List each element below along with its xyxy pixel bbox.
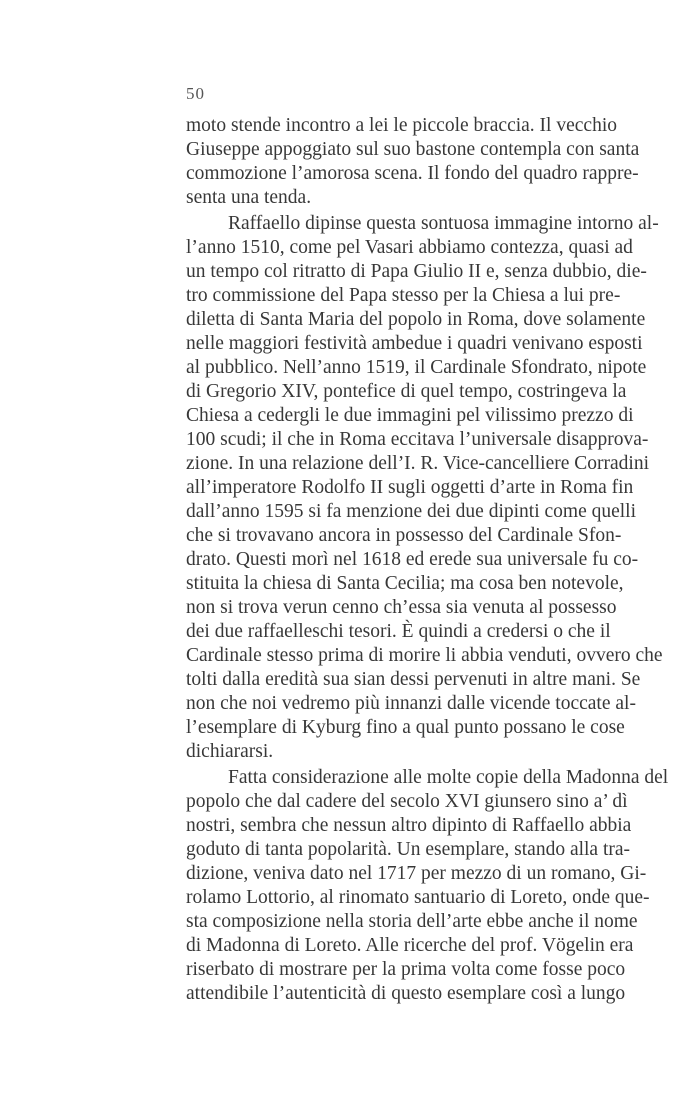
text-line: dichiararsi. (186, 741, 274, 762)
paragraph-start-line: Raffaello dipinse questa sontuosa immagine intorno al- (228, 213, 659, 234)
text-line: tro commissione del Papa stesso per la Chiesa a lui pre- (186, 285, 621, 306)
text-line: dei due raffaelleschi tesori. È quindi a credersi o che il (186, 621, 611, 642)
text-line: di Gregorio XIV, pontefice di quel tempo, costringeva la (186, 381, 627, 402)
paragraph-start-line: Fatta considerazione alle molte copie della Madonna del (228, 767, 669, 788)
text-line: riserbato di mostrare per la prima volta come fosse poco (186, 959, 626, 980)
text-line: rolamo Lottorio, al rinomato santuario di Loreto, onde que- (186, 887, 650, 908)
text-line: nostri, sembra che nessun altro dipinto di Raffaello abbia (186, 815, 632, 836)
text-line: tolti dalla eredità sua sian dessi pervenuti in altre mani. Se (186, 669, 641, 690)
text-line: Giuseppe appoggiato sul suo bastone contempla con santa (186, 139, 640, 160)
text-line: non che noi vedremo più innanzi dalle vicende toccate al- (186, 693, 636, 714)
text-line: diletta di Santa Maria del popolo in Roma, dove solamente (186, 309, 646, 330)
text-line: l’esemplare di Kyburg fino a qual punto possano le cose (186, 717, 625, 738)
text-line: senta una tenda. (186, 187, 312, 208)
page-number: 50 (186, 84, 205, 103)
text-line: drato. Questi morì nel 1618 ed erede sua universale fu co- (186, 549, 639, 570)
text-line: sta composizione nella storia dell’arte ebbe anche il nome (186, 911, 638, 932)
text-line: commozione l’amorosa scena. Il fondo del quadro rappre- (186, 163, 639, 184)
text-line: dall’anno 1595 si fa menzione dei due dipinti come quelli (186, 501, 637, 522)
text-line: all’imperatore Rodolfo II sugli oggetti d’arte in Roma fin (186, 477, 634, 498)
text-line: goduto di tanta popolarità. Un esemplare, stando alla tra- (186, 839, 631, 860)
text-line: zione. In una relazione dell’I. R. Vice-cancelliere Corradini (186, 453, 650, 474)
text-line: Chiesa a cedergli le due immagini pel vilissimo prezzo di (186, 405, 634, 426)
text-line: dizione, veniva dato nel 1717 per mezzo di un romano, Gi- (186, 863, 647, 884)
text-line: 100 scudi; il che in Roma eccitava l’universale disapprova- (186, 429, 649, 450)
text-line: stituita la chiesa di Santa Cecilia; ma cosa ben notevole, (186, 573, 624, 594)
text-line: non si trova verun cenno ch’essa sia venuta al possesso (186, 597, 617, 618)
text-line: Cardinale stesso prima di morire li abbia venduti, ovvero che (186, 645, 663, 666)
text-line: di Madonna di Loreto. Alle ricerche del prof. Vögelin era (186, 935, 634, 956)
text-line: un tempo col ritratto di Papa Giulio II e, senza dubbio, die- (186, 261, 647, 282)
text-line: moto stende incontro a lei le piccole braccia. Il vecchio (186, 115, 617, 136)
text-line: nelle maggiori festività ambedue i quadri venivano esposti (186, 333, 643, 354)
text-line: l’anno 1510, come pel Vasari abbiamo contezza, quasi ad (186, 237, 633, 258)
text-line: popolo che dal cadere del secolo XVI giunsero sino a’ dì (186, 791, 628, 812)
text-line: che si trovavano ancora in possesso del Cardinale Sfon- (186, 525, 622, 546)
text-line: al pubblico. Nell’anno 1519, il Cardinale Sfondrato, nipote (186, 357, 647, 378)
text-line: attendibile l’autenticità di questo esemplare così a lungo (186, 983, 626, 1004)
